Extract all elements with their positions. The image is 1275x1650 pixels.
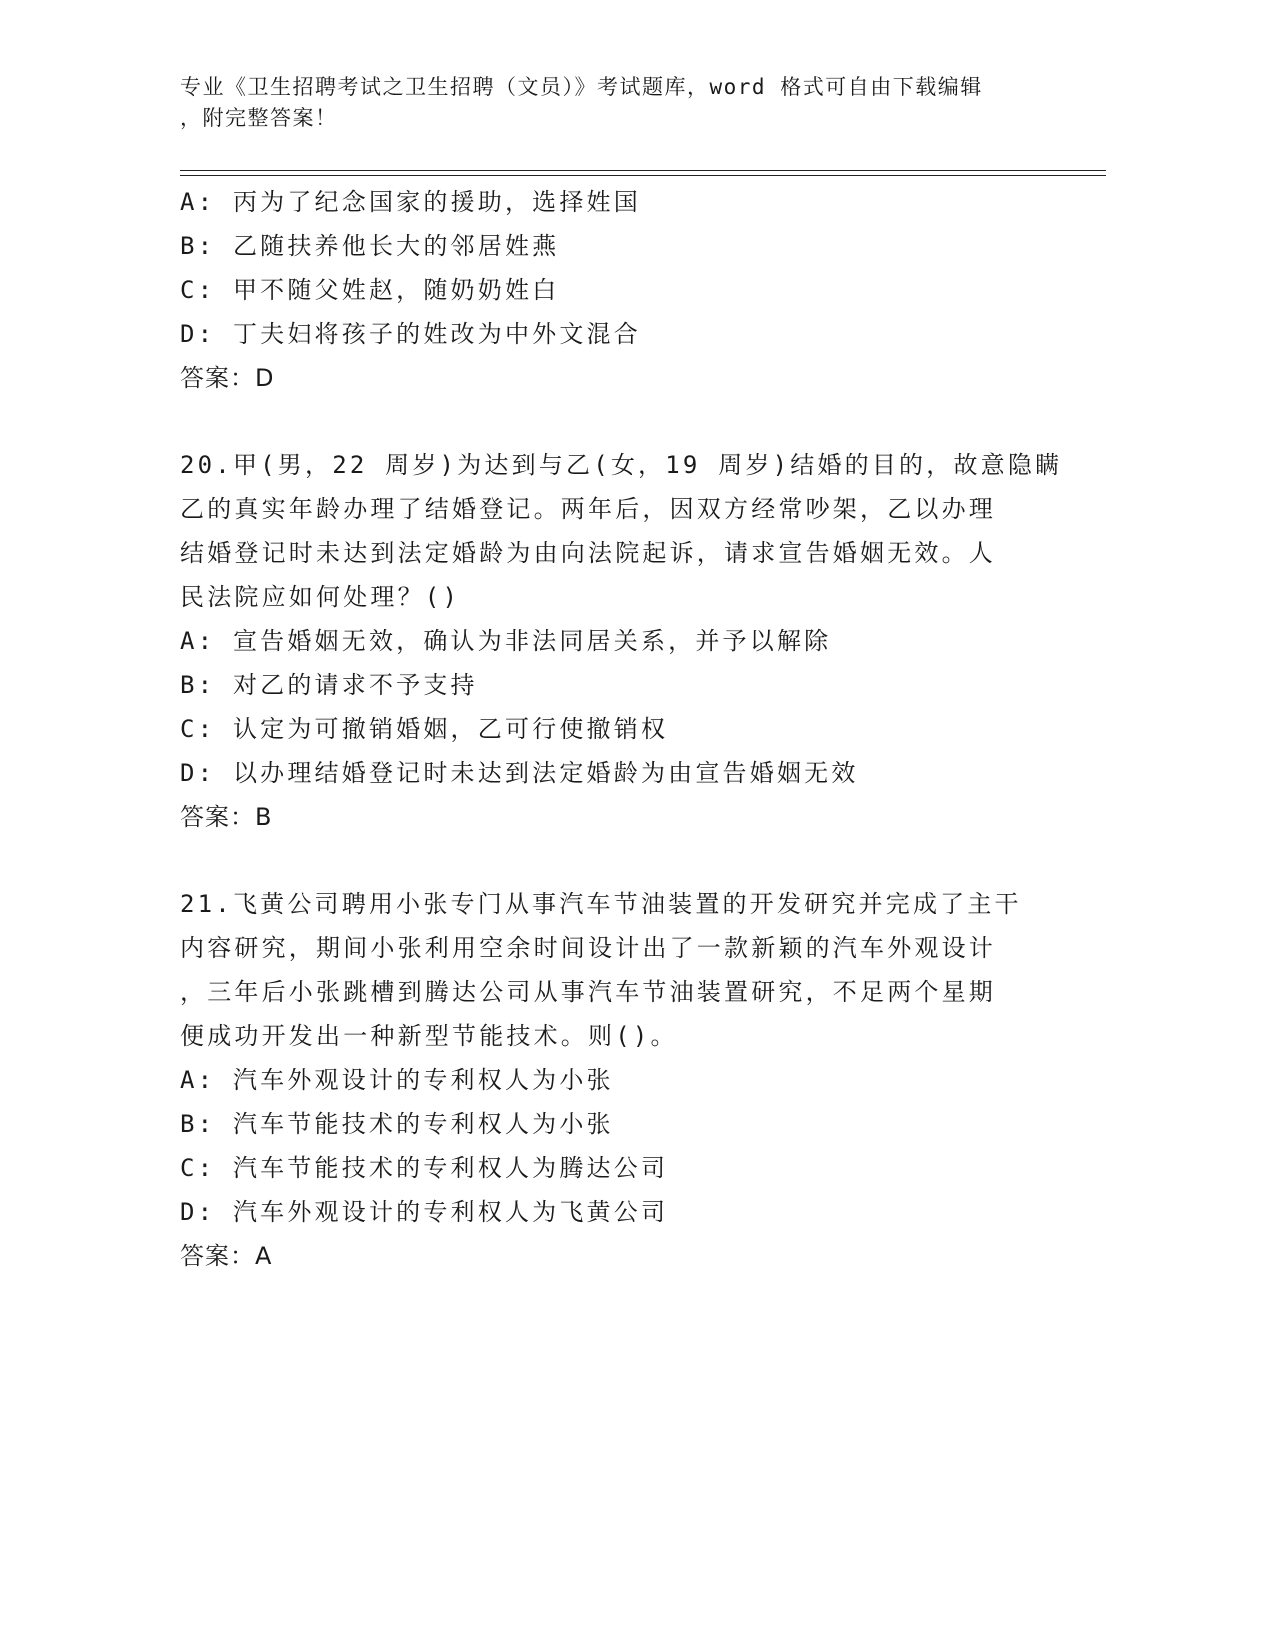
question-text-line: 乙的真实年龄办理了结婚登记。两年后，因双方经常吵架，乙以办理 [180, 495, 996, 523]
spacer [180, 400, 1080, 443]
question-text-line: ，三年后小张跳槽到腾达公司从事汽车节油装置研究，不足两个星期 [180, 978, 996, 1006]
question-text-line: 21.飞黄公司聘用小张专门从事汽车节油装置的开发研究并完成了主干 [180, 890, 1022, 918]
option-c: C: 认定为可撤销婚姻，乙可行使撤销权 [180, 715, 669, 743]
option-c: C: 甲不随父姓赵，随奶奶姓白 [180, 276, 560, 304]
answer-line: 答案：D [180, 364, 275, 392]
question-text-line: 内容研究，期间小张利用空余时间设计出了一款新颖的汽车外观设计 [180, 934, 996, 962]
document-header [180, 72, 1080, 134]
question-text-line: 结婚登记时未达到法定婚龄为由向法院起诉，请求宣告婚姻无效。人 [180, 539, 996, 567]
question-text-line: 20.甲(男，22 周岁)为达到与乙(女，19 周岁)结婚的目的，故意隐瞒 [180, 451, 1063, 479]
option-d: D: 以办理结婚登记时未达到法定婚龄为由宣告婚姻无效 [180, 759, 859, 787]
option-c: C: 汽车节能技术的专利权人为腾达公司 [180, 1154, 669, 1182]
option-b: B: 乙随扶养他长大的邻居姓燕 [180, 232, 560, 260]
option-a: A: 宣告婚姻无效，确认为非法同居关系，并予以解除 [180, 627, 832, 655]
option-d: D: 汽车外观设计的专利权人为飞黄公司 [180, 1198, 669, 1226]
option-b: B: 汽车节能技术的专利权人为小张 [180, 1110, 614, 1138]
option-d: D: 丁夫妇将孩子的姓改为中外文混合 [180, 320, 641, 348]
answer-line: 答案：B [180, 803, 273, 831]
header-divider-bottom [180, 175, 1106, 176]
answer-line: 答案：A [180, 1242, 273, 1270]
question-20 [180, 443, 1080, 839]
question-text-line: 民法院应如何处理？() [180, 583, 461, 611]
header-line-1: 专业《卫生招聘考试之卫生招聘（文员）》考试题库，word 格式可自由下载编辑 [180, 75, 983, 99]
question-21 [180, 882, 1080, 1278]
option-a: A: 丙为了纪念国家的援助，选择姓国 [180, 188, 641, 216]
header-divider-top [180, 170, 1106, 171]
spacer [180, 839, 1080, 882]
question-19 [180, 180, 1080, 400]
question-text-line: 便成功开发出一种新型节能技术。则()。 [180, 1022, 678, 1050]
header-line-2: ，附完整答案！ [180, 106, 338, 130]
option-a: A: 汽车外观设计的专利权人为小张 [180, 1066, 614, 1094]
document-body [180, 180, 1080, 1278]
option-b: B: 对乙的请求不予支持 [180, 671, 478, 699]
